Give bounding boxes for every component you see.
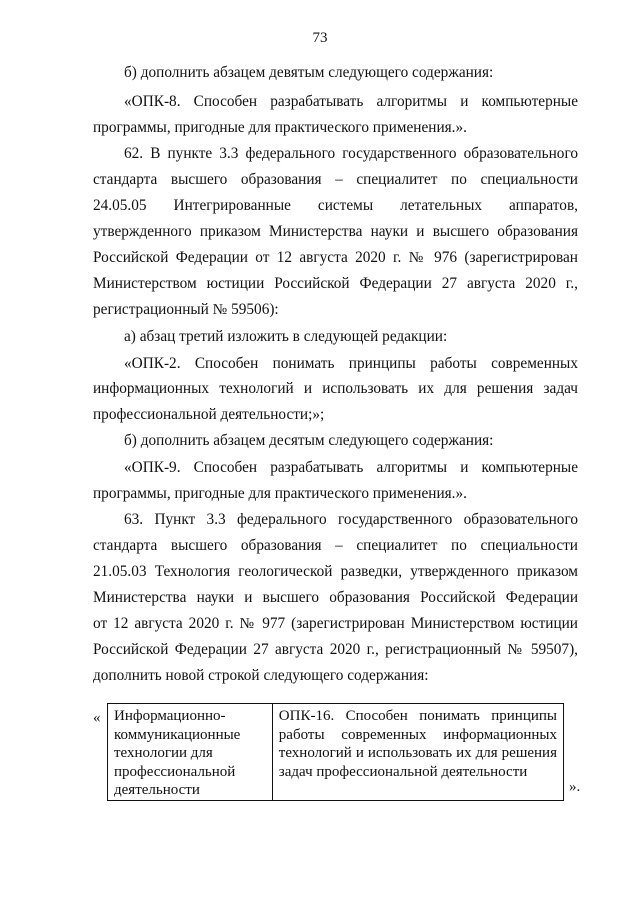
text-line: Российской Федерации 27 августа 2020 г., регистрационный № 59507), [93, 641, 578, 658]
text-line: Министерства науки и высшего образования Российской Федерации [93, 589, 578, 606]
text-line: «ОПК-8. Способен разрабатывать алгоритмы и компьютерные [124, 93, 578, 110]
text-line: «ОПК-9. Способен разрабатывать алгоритмы и компьютерные [124, 459, 578, 476]
text-line: дополнить новой строкой следующего содержания: [93, 667, 429, 684]
inserted-table [107, 703, 564, 801]
table-cell-category: Информационно-коммуникационные технологии для профессиональной деятельности [108, 704, 273, 801]
text-line: а) абзац третий изложить в следующей редакции: [124, 328, 448, 345]
text-line: информационных технологий и использовать их для решения задач [93, 380, 578, 397]
text-line: программы, пригодные для практического применения.». [93, 485, 467, 502]
open-quote: « [93, 710, 101, 726]
text-line: утвержденного приказом Министерства науки и высшего образования [93, 223, 578, 240]
text-line: 24.05.05 Интегрированные системы летательных аппаратов, [93, 197, 578, 214]
page-number: 73 [312, 30, 328, 46]
text-line: Российской Федерации от 12 августа 2020 г. № 976 (зарегистрирован [93, 249, 578, 266]
text-line: 21.05.03 Технология геологической разведки, утвержденного приказом [93, 563, 578, 580]
text-line: профессиональной деятельности;»; [93, 406, 325, 423]
text-line: б) дополнить абзацем десятым следующего содержания: [124, 432, 494, 449]
text-line: б) дополнить абзацем девятым следующего содержания: [124, 64, 494, 81]
close-quote: ». [569, 779, 581, 795]
text-line: от 12 августа 2020 г. № 977 (зарегистрирован Министерством юстиции [93, 615, 578, 632]
text-line: стандарта высшего образования – специалитет по специальности [93, 171, 578, 188]
text-line: Министерством юстиции Российской Федерации 27 августа 2020 г., [93, 275, 578, 292]
text-line: программы, пригодные для практического применения.». [93, 119, 467, 136]
text-line: регистрационный № 59506): [93, 301, 279, 318]
text-line: 62. В пункте 3.3 федерального государственного образовательного [124, 145, 578, 162]
text-line: стандарта высшего образования – специалитет по специальности [93, 537, 578, 554]
table-cell-competency: ОПК-16. Способен понимать принципы работы современных информационных технологий и использовать их для решения задач профессиональной деятельности [272, 704, 563, 801]
text-line: 63. Пункт 3.3 федерального государственного образовательного [124, 511, 578, 528]
inserted-table-block [93, 703, 593, 803]
text-line: «ОПК-2. Способен понимать принципы работы современных [124, 355, 578, 372]
table-row [108, 704, 564, 801]
